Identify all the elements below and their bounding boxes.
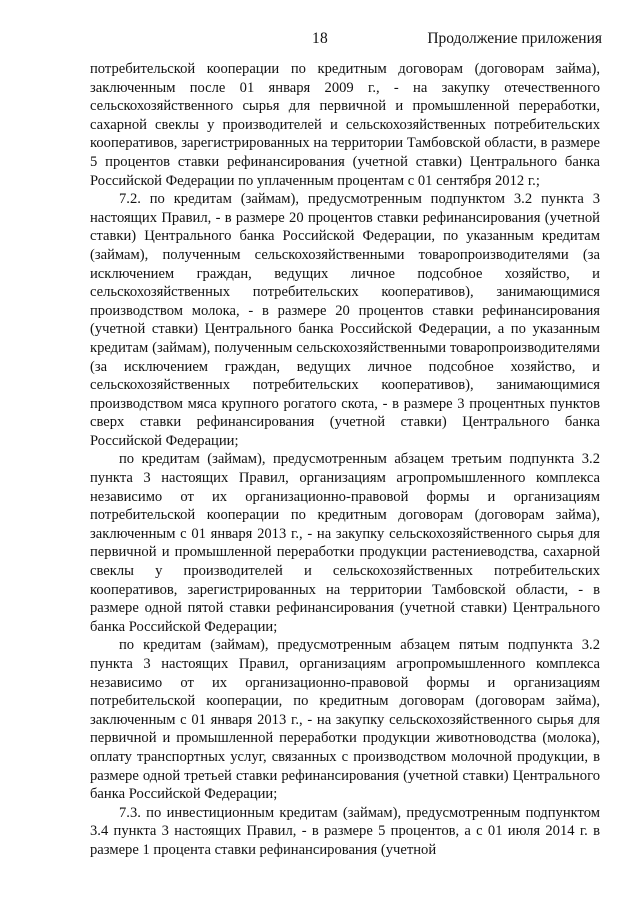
- paragraph-7-2: 7.2. по кредитам (займам), предусмотренным подпунктом 3.2 пункта 3 настоящих Правил, - в размере 20 процентов ставки рефинансирования (учетной ставки) Центрального банка Российской Федерации, по указанным кредитам (займам), полученным сельскохозяйственными товаропроизводителями (за исключением граждан, ведущих личное подсобное хозяйство, и сельскохозяйственных потребительских кооперативов), занимающимися производством молока, - в размере 20 процентов ставки рефинансирования (учетной ставки) Центрального банка Российской Федерации, а по указанным кредитам (займам), полученным сельскохозяйственными товаропроизводителями (за исключением граждан, ведущих личное подсобное хозяйство, и сельскохозяйственных потребительских кооперативов), занимающимися производством мяса крупного рогатого скота, - в размере 3 процентных пунктов сверх ставки рефинансирования (учетной ставки) Центрального банка Российской Федерации;: [90, 191, 600, 449]
- paragraph-credits-third: по кредитам (займам), предусмотренным абзацем третьим подпункта 3.2 пункта 3 настоящих Правил, организациям агропромышленного комплекса независимо от их организационно-правовой формы и организациям потребительской кооперации по кредитным договорам (договорам займа), заключенным с 01 января 2013 г., - на закупку сельскохозяйственного сырья для первичной и промышленной переработки продукции растениеводства, сахарной свеклы у производителей и сельскохозяйственных потребительских кооперативов, зарегистрированных на территории Тамбовской области, - в размере одной пятой ставки рефинансирования (учетной ставки) Центрального банка Российской Федерации;: [90, 451, 600, 635]
- continuation-note: Продолжение приложения: [427, 30, 602, 47]
- page-number: 18: [312, 30, 328, 47]
- paragraph-continuation: потребительской кооперации по кредитным договорам (договорам займа), заключенным после 01 января 2009 г., - на закупку отечественного сельскохозяйственного сырья для первичной и промышленной переработки, сахарной свеклы у производителей и сельскохозяйственных потребительских кооперативов, зарегистрированных на территории Тамбовской области, в размере 5 процентов ставки рефинансирования (учетной ставки) Центрального банка Российской Федерации по уплаченным процентам с 01 сентября 2012 г.;: [90, 61, 600, 189]
- paragraph-7-3: 7.3. по инвестиционным кредитам (займам), предусмотренным подпунктом 3.4 пункта 3 настоящих Правил, - в размере 5 процентов, а с 01 июля 2014 г. в размере 1 процента ставки рефинансирования (учетной: [90, 804, 600, 858]
- paragraph-credits-fifth: по кредитам (займам), предусмотренным абзацем пятым подпункта 3.2 пункта 3 настоящих Правил, организациям агропромышленного комплекса независимо от их организационно-правовой формы и организациям потребительской кооперации, по кредитным договорам (договорам займа), заключенным с 01 января 2013 г., - на закупку сельскохозяйственного сырья для первичной и промышленной переработки продукции животноводства (молока), оплату транспортных услуг, связанных с производством молочной продукции, в размере одной третьей ставки рефинансирования (учетной ставки) Центрального банка Российской Федерации;: [90, 637, 600, 803]
- document-body: [90, 60, 600, 860]
